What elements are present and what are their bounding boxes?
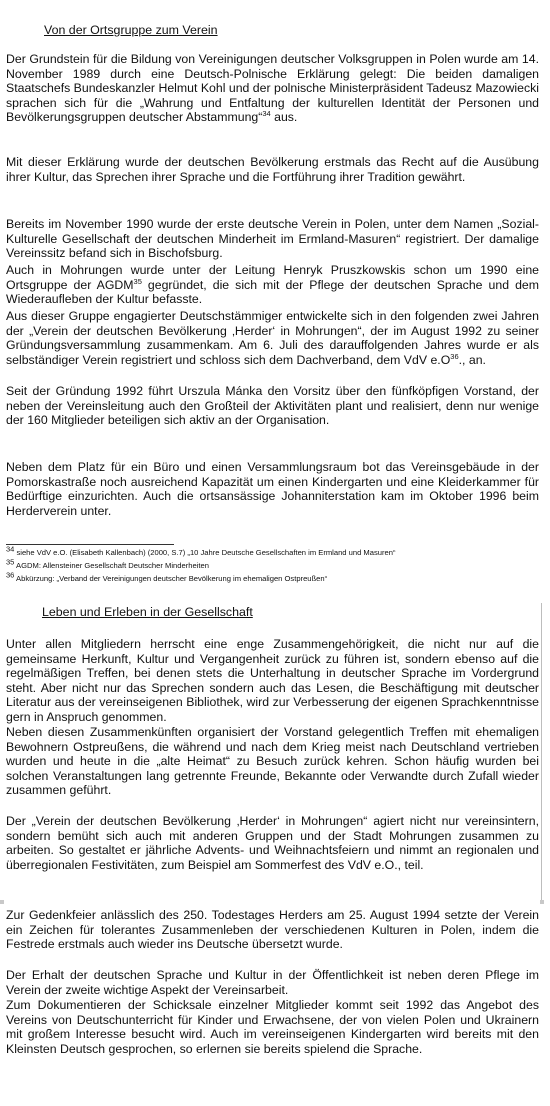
- paragraph-text: Auch in Mohrungen wurde unter der Leitung Henryk Pruszkowskis schon um 1990 eine Ortsgruppe der AGDM: [6, 263, 539, 292]
- paragraph: [6, 52, 539, 125]
- paragraph: [6, 263, 539, 307]
- section-heading-ortsgruppe: Von der Ortsgruppe zum Verein: [44, 23, 218, 37]
- paragraph: Der Erhalt der deutschen Sprache und Kultur in der Öffentlichkeit ist neben deren Pflege im Verein der zweite wichtige Aspekt der Vereinsarbeit.: [6, 968, 539, 997]
- section-heading-leben: Leben und Erleben in der Gesellschaft: [42, 605, 253, 619]
- paragraph: Der „Verein der deutschen Bevölkerung ‚Herder‘ in Mohrungen“ agiert nicht nur vereinsintern, sondern bemüht sich auch mit anderen Gruppen und der Stadt Mohrungen zusammen zu arbeiten. So gestaltet er jährliche Advents- und Weihnachtsfeiern und nimmt an regionalen und überregionalen Festivitäten, zum Beispiel am Sommerfest des VdV e.O., teil.: [6, 814, 539, 872]
- paragraph: Zur Gedenkfeier anlässlich des 250. Todestages Herders am 25. August 1994 setzte der Verein ein Zeichen für tolerantes Zusammenleben der verschiedenen Kulturen in Polen, indem die Festrede erstmals auch wieder ins Deutsche übersetzt wurde.: [6, 908, 539, 952]
- footnote: [6, 570, 328, 583]
- paragraph: Neben dem Platz für ein Büro und einen Versammlungsraum bot das Vereinsgebäude in der Pomorskastraße noch ausreichend Kapazität um einen Kindergarten und eine Kleiderkammer für Bedürftige einzurichten. Auch die ortsansässige Johanniterstation kam im Oktober 1996 beim Herderverein unter.: [6, 460, 539, 518]
- footnote-number: 35: [6, 557, 15, 567]
- footnote-text: siehe VdV e.O. (Elisabeth Kallenbach) (2000, S.7) „10 Jahre Deutsche Gesellschaften im Ermland und Masuren“: [14, 548, 396, 557]
- footnote-number: 34: [6, 544, 15, 554]
- footnote-divider: [6, 544, 174, 545]
- scan-artifact: [540, 900, 544, 904]
- paragraph-text: Der Grundstein für die Bildung von Vereinigungen deutscher Volksgruppen in Polen wurde am 14. November 1989 durch eine Deutsch-Polnische Erklärung gelegt: Die beiden damaligen Staatschefs Bundeskanzler Helmut Kohl und der polnische Ministerpräsident Tadeusz Mazowiecki sprachen sich für die „Wahrung und Entfaltung der kulturellen Identität der Personen und Bevölkerungsgruppen deutscher Abstammung“: [6, 52, 539, 125]
- paragraph-text: Aus dieser Gruppe engagierter Deutschstämmiger entwickelte sich in den folgenden zwei Jahren der „Verein der deutschen Bevölkerung ‚Herder‘ in Mohrungen“, der im August 1992 zu seiner Gründungsversammlung zusammenkam. Am 6. Juli des darauffolgenden Jahres wurde er als selbständiger Verein registriert und schloss sich dem Dachverband, dem VdV e.O: [6, 309, 539, 367]
- paragraph: [6, 309, 539, 367]
- footnote-number: 36: [6, 570, 15, 580]
- scan-margin-line: [541, 603, 542, 901]
- footnote-ref: 34: [262, 109, 271, 119]
- footnote: [6, 544, 396, 557]
- paragraph-text: ., an.: [458, 352, 486, 367]
- scan-artifact: [0, 900, 4, 904]
- paragraph: Mit dieser Erklärung wurde der deutschen Bevölkerung erstmals das Recht auf die Ausübung ihrer Kultur, das Sprechen ihrer Sprache und die Fortführung ihrer Tradition gewährt.: [6, 155, 539, 184]
- paragraph-text: aus.: [270, 110, 298, 125]
- paragraph: Zum Dokumentieren der Schicksale einzelner Mitglieder kommt seit 1992 das Angebot des Vereins von Deutschunterricht für Kinder und Erwachsene, der von vielen Polen und Ukrainern mit großem Interesse besucht wird. Auch im vereinseigenen Kindergarten wird bereits mit den Kleinsten Deutsch gesprochen, so erlernen sie bereits spielend die Sprache.: [6, 998, 539, 1056]
- paragraph: Bereits im November 1990 wurde der erste deutsche Verein in Polen, unter dem Namen „Sozial-Kulturelle Gesellschaft der deutschen Minderheit im Ermland-Masuren“ registriert. Der damalige Vereinssitz befand sich in Bischofsburg.: [6, 217, 539, 261]
- footnote-text: AGDM: Allensteiner Gesellschaft Deutscher Minderheiten: [14, 561, 209, 570]
- paragraph: Unter allen Mitgliedern herrscht eine enge Zusammengehörigkeit, die nicht nur auf die gemeinsame Herkunft, Kultur und Vergangenheit zurück zu führen ist, sondern ebenso auf die regelmäßigen Treffen, bei denen stets die Unterhaltung in deutscher Sprache im Vordergrund steht. Aber nicht nur das Sprechen sondern auch das Lesen, die Beschäftigung mit deutscher Literatur aus der vereinseigenen Bibliothek, wird zur Verbesserung der eigenen Sprachkenntnisse gern in Anspruch genommen.: [6, 637, 539, 724]
- paragraph-text: gegründet, die sich mit der Pflege der deutschen Sprache und dem Wiederaufleben der Kultur befasste.: [6, 277, 539, 307]
- footnote-text: Abkürzung: „Verband der Vereinigungen deutscher Bevölkerung im ehemaligen Ostpreußen“: [14, 574, 328, 583]
- paragraph: Seit der Gründung 1992 führt Urszula Mánka den Vorsitz über den fünfköpfigen Vorstand, der neben der Vereinsleitung auch den Großteil der Aktivitäten plant und realisiert, denn nur wenige der 160 Mitglieder beteiligen sich aktiv an der Organisation.: [6, 384, 539, 428]
- footnote-ref: 36: [450, 351, 459, 361]
- footnote: [6, 557, 209, 570]
- paragraph: Neben diesen Zusammenkünften organisiert der Vorstand gelegentlich Treffen mit ehemaligen Bewohnern Ostpreußens, die während und nach dem Krieg meist nach Deutschland vertrieben wurden und heute in die „alte Heimat“ zu Besuch zurück kehren. Schon häufig wurden bei solchen Veranstaltungen lang getrennte Freunde, Bekannte oder Verwandte durch Zufall wieder zusammen geführt.: [6, 725, 539, 798]
- footnote-ref: 35: [133, 276, 142, 286]
